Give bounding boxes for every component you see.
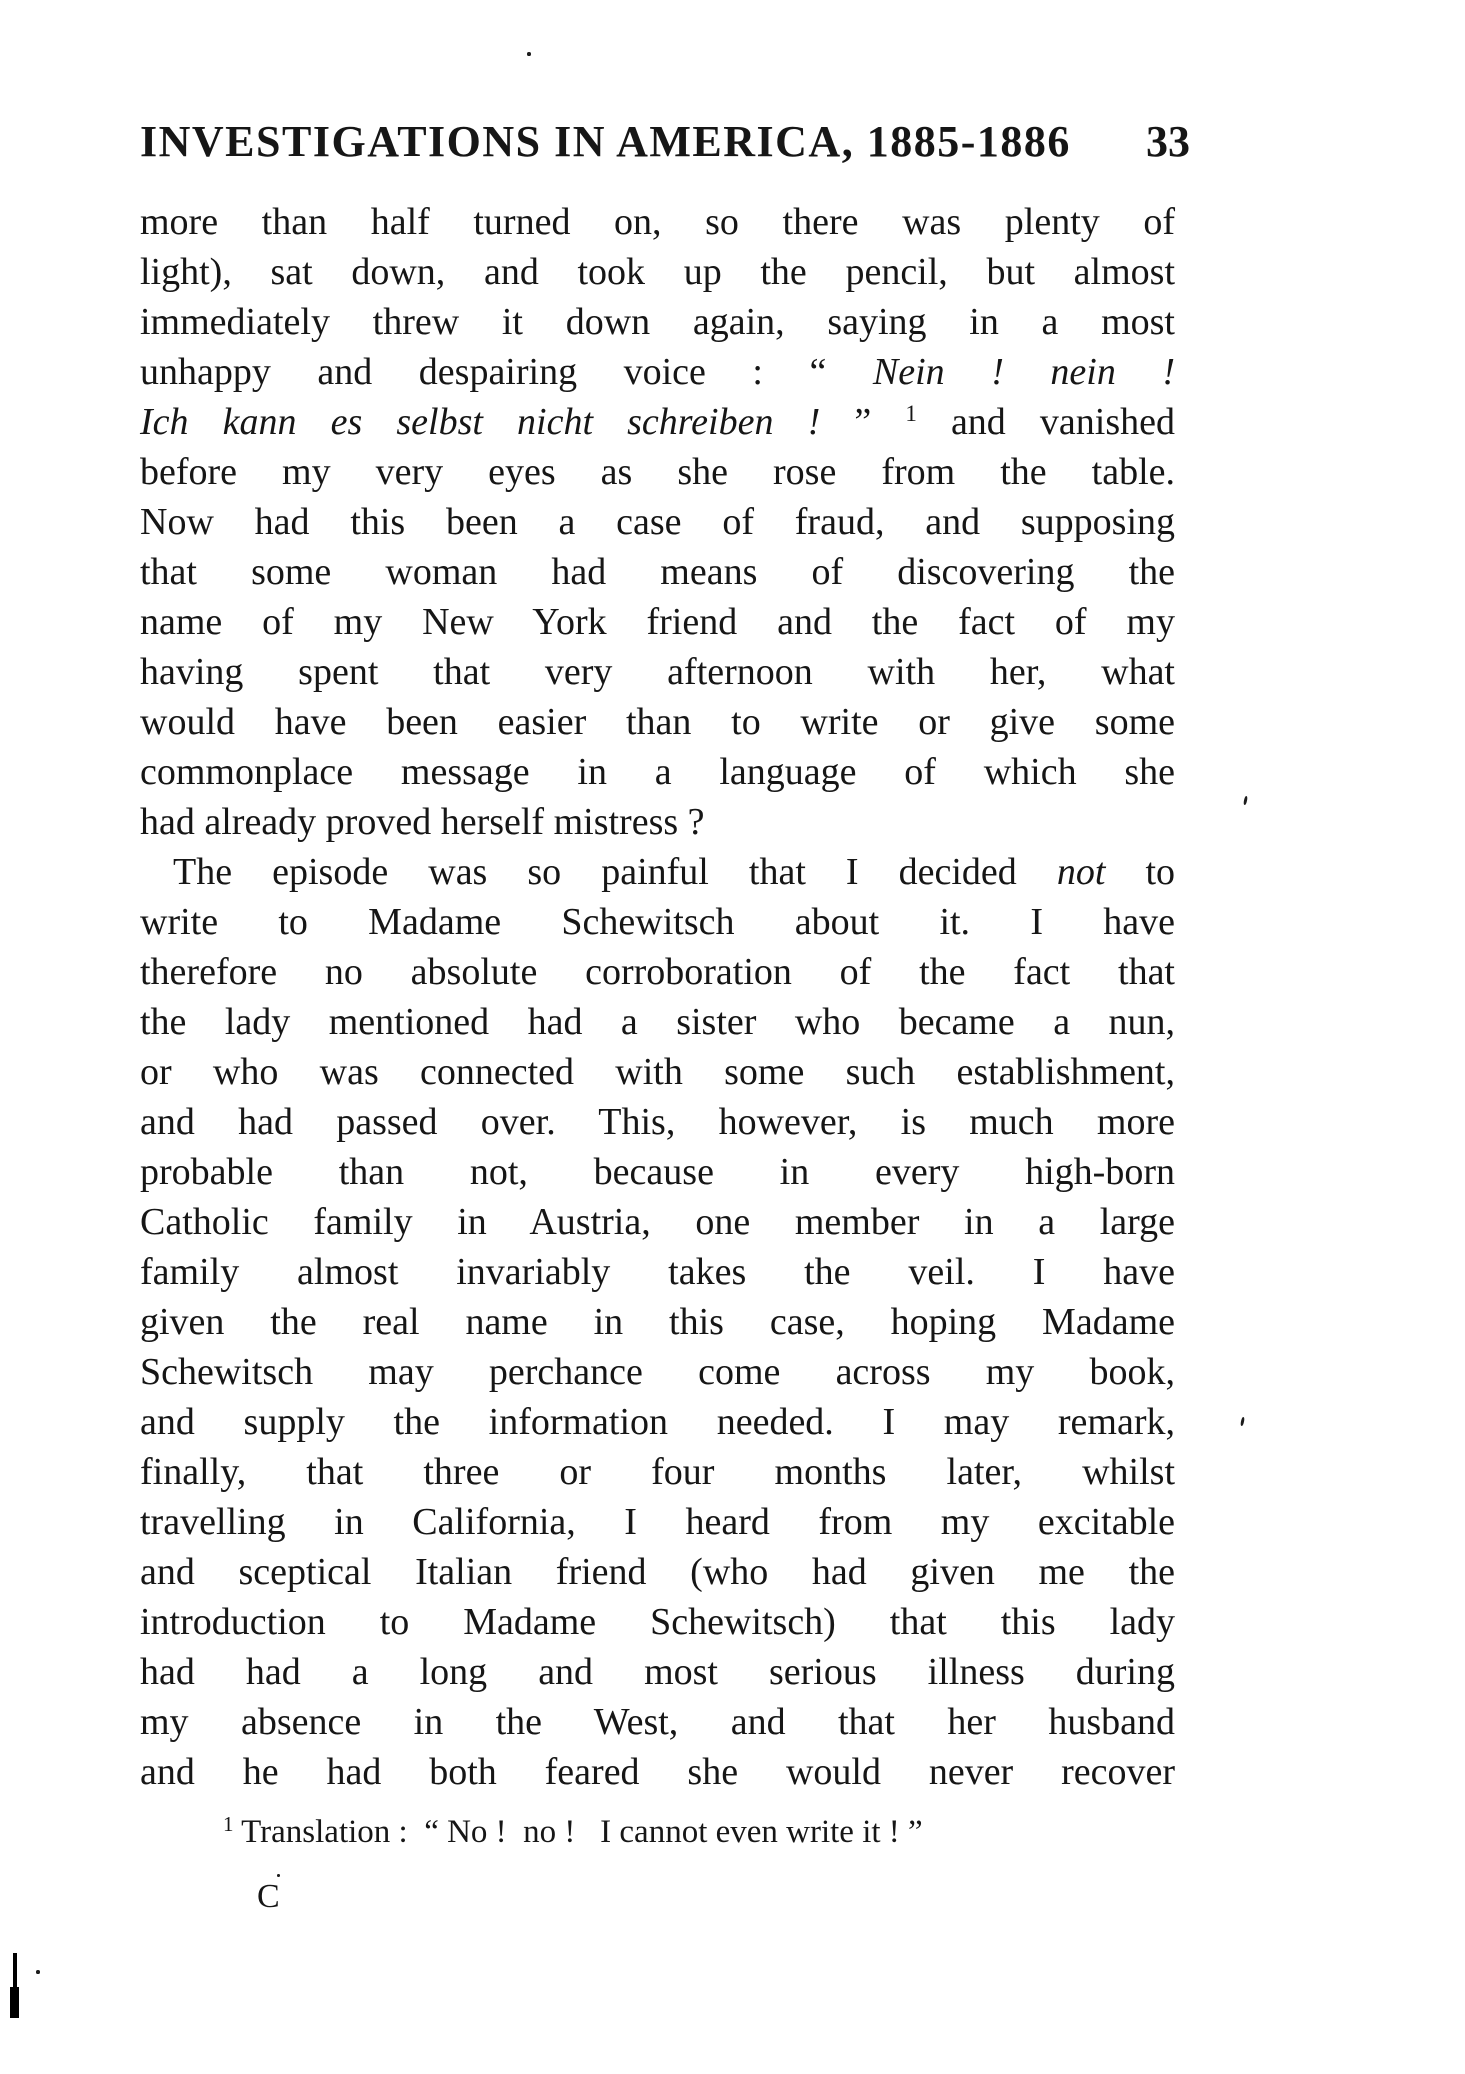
text-line-29: introduction to Madame Schewitsch) that this lady (140, 1601, 1175, 1643)
text-line-15: write to Madame Schewitsch about it. I have (140, 901, 1175, 943)
text-line-3: immediately threw it down again, saying in a most (140, 301, 1175, 343)
text-line-13: had already proved herself mistress ? (140, 801, 705, 843)
scan-speck (36, 1970, 40, 1974)
text-line-32: and he had both feared she would never recover (140, 1751, 1175, 1793)
running-head (140, 116, 1190, 167)
text-line-7: Now had this been a case of fraud, and supposing (140, 501, 1175, 543)
text-line-31: my absence in the West, and that her husband (140, 1701, 1175, 1743)
scan-speck (527, 52, 531, 56)
scan-speck (277, 1874, 280, 1877)
text-line-4: unhappy and despairing voice : “ Nein ! nein ! (140, 351, 1175, 393)
text-line-17: the lady mentioned had a sister who became a nun, (140, 1001, 1175, 1043)
text-line-5: Ich kann es selbst nicht schreiben ! ” $^1$ and vanished (140, 401, 1175, 443)
text-line-26: finally, that three or four months later, whilst (140, 1451, 1175, 1493)
scan-speck (1243, 796, 1248, 805)
text-line-19: and had passed over. This, however, is much more (140, 1101, 1175, 1143)
text-line-9: name of my New York friend and the fact of my (140, 601, 1175, 643)
text-line-25: and supply the information needed. I may remark, (140, 1401, 1175, 1443)
text-line-22: family almost invariably takes the veil. I have (140, 1251, 1175, 1293)
footnote-text: Translation : “ No ! no ! I cannot even write it ! ” (233, 1814, 923, 1850)
text-line-28: and sceptical Italian friend (who had given me the (140, 1551, 1175, 1593)
running-head-title: INVESTIGATIONS IN AMERICA, 1885-1886 (140, 117, 1071, 166)
footnote-marker: 1 (223, 1812, 234, 1836)
scan-speck (1240, 1417, 1245, 1426)
scan-artifact-blot (10, 1987, 19, 2018)
text-line-11: would have been easier than to write or give some (140, 701, 1175, 743)
text-line-1: more than half turned on, so there was plenty of (140, 201, 1175, 243)
text-line-6: before my very eyes as she rose from the table. (140, 451, 1175, 493)
text-line-14: The episode was so painful that I decided not to (173, 851, 1176, 893)
text-line-27: travelling in California, I heard from my excitable (140, 1501, 1175, 1543)
text-line-8: that some woman had means of discovering the (140, 551, 1175, 593)
text-line-20: probable than not, because in every high-born (140, 1151, 1175, 1193)
text-line-16: therefore no absolute corroboration of the fact that (140, 951, 1175, 993)
text-line-30: had had a long and most serious illness during (140, 1651, 1175, 1693)
page-number: 33 (1146, 117, 1190, 166)
body-text (140, 197, 1175, 1797)
text-line-18: or who was connected with some such establishment, (140, 1051, 1175, 1093)
footnote (223, 1812, 923, 1852)
text-line-23: given the real name in this case, hoping Madame (140, 1301, 1175, 1343)
text-line-12: commonplace message in a language of which she (140, 751, 1175, 793)
text-line-24: Schewitsch may perchance come across my book, (140, 1351, 1175, 1393)
text-line-2: light), sat down, and took up the pencil, but almost (140, 251, 1175, 293)
text-line-21: Catholic family in Austria, one member in a large (140, 1201, 1175, 1243)
signature-mark: C (257, 1878, 280, 1915)
text-line-10: having spent that very afternoon with her, what (140, 651, 1175, 693)
